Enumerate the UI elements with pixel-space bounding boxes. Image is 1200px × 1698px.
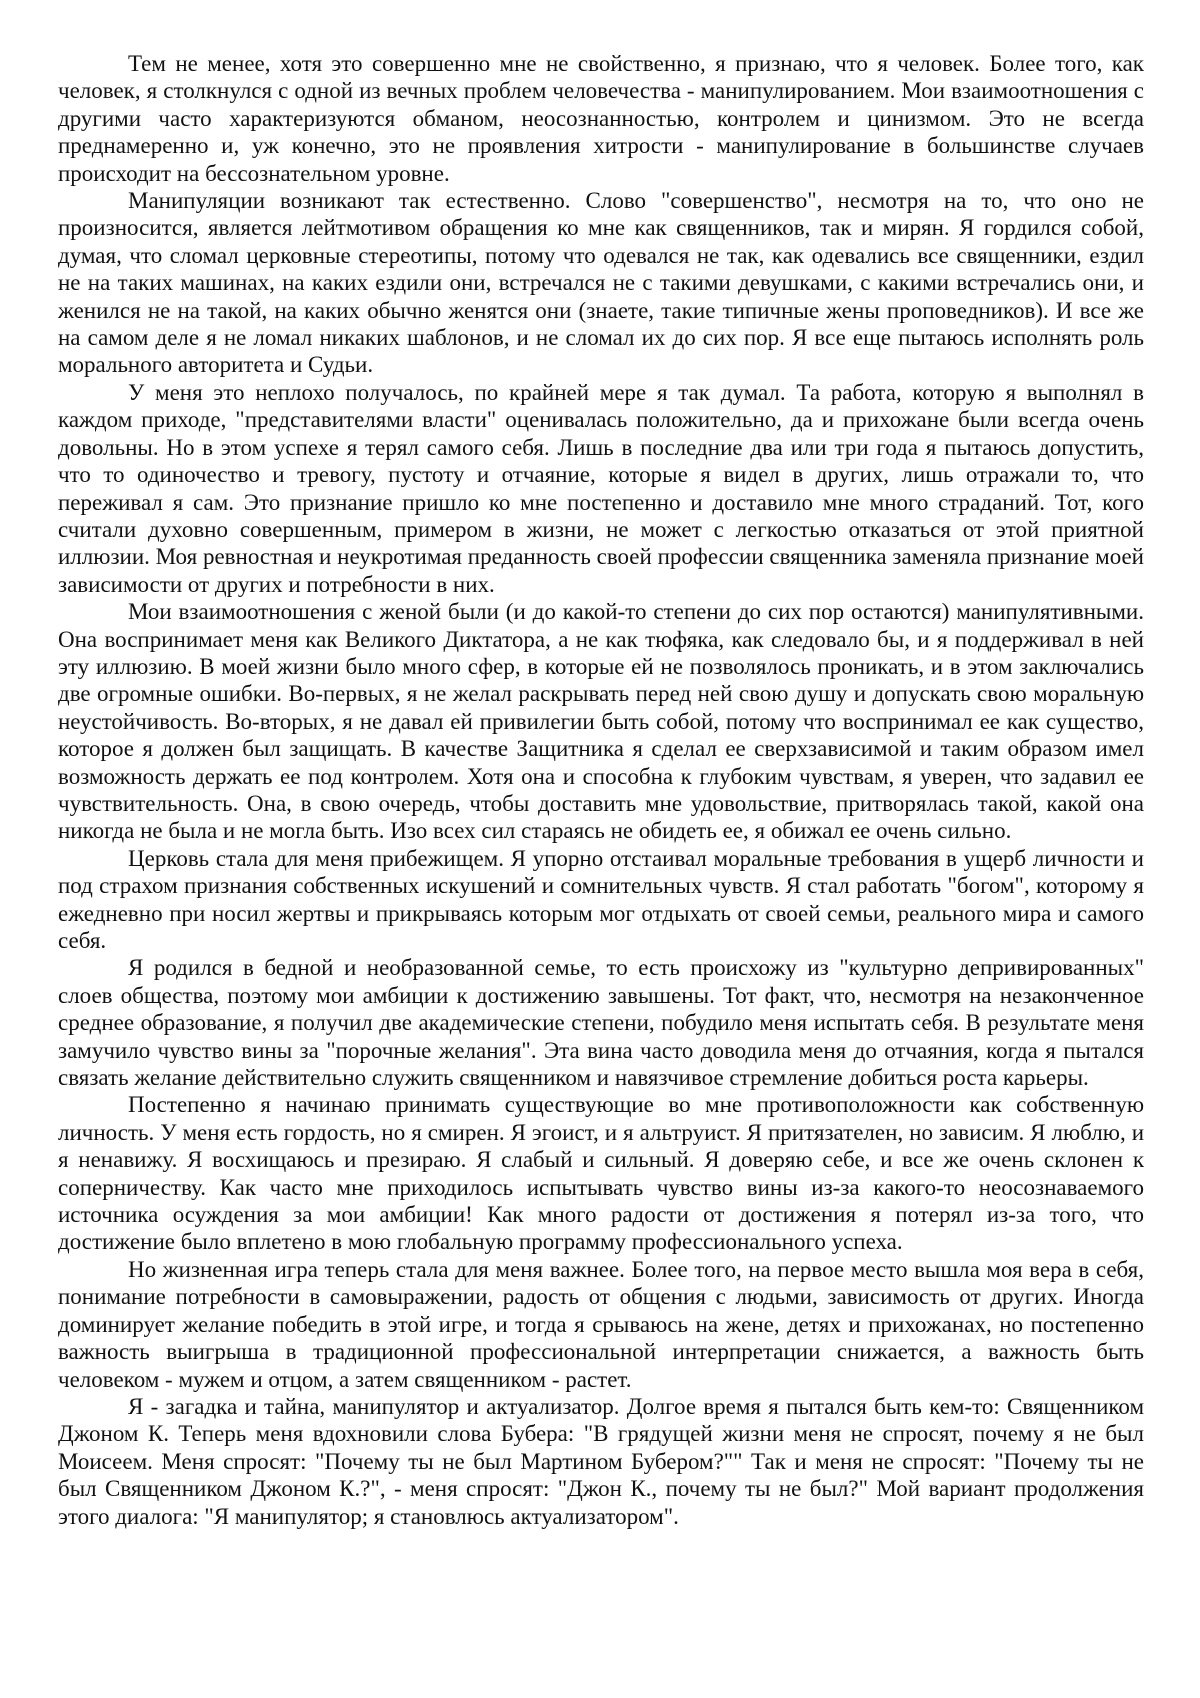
paragraph-4: Мои взаимоотношения с женой были (и до какой-то степени до сих пор остаются) манипулятивными. Она воспринимает меня как Великого Диктатора, а не как тюфяка, как следовало бы, и я поддерживал в ней эту иллюзию. В моей жизни было много сфер, в которые ей не позволялось проникать, и в этом заключались две огромные ошибки. Во-первых, я не желал раскрывать перед ней свою душу и допускать свою моральную неустойчивость. Во-вторых, я не давал ей привилегии быть собой, потому что воспринимал ее как существо, которое я должен был защищать. В качестве Защитника я сделал ее сверхзависимой и таким образом имел возможность держать ее под контролем. Хотя она и способна к глубоким чувствам, я уверен, что задавил ее чувствительность. Она, в свою очередь, чтобы доставить мне удовольствие, притворялась такой, какой она никогда не была и не могла быть. Изо всех сил стараясь не обидеть ее, я обижал ее очень сильно. [58, 599, 1144, 844]
paragraph-3: У меня это неплохо получалось, по крайней мере я так думал. Та работа, которую я выполнял в каждом приходе, "представителями власти" оценивалась положительно, да и прихожане были всегда очень довольны. Но в этом успехе я терял самого себя. Лишь в последние два или три года я пытаюсь допустить, что то одиночество и тревогу, пустоту и отчаяние, которые я видел в других, лишь отражали то, что переживал я сам. Это признание пришло ко мне постепенно и доставило мне много страданий. Тот, кого считали духовно совершенным, примером в жизни, не может с легкостью отказаться от этой приятной иллюзии. Моя ревностная и неукротимая преданность своей профессии священника заменяла признание моей зависимости от других и потребности в них. [58, 379, 1144, 597]
paragraph-5: Церковь стала для меня прибежищем. Я упорно отстаивал моральные требования в ущерб личности и под страхом признания собственных искушений и сомнительных чувств. Я стал работать "богом", которому я ежедневно при носил жертвы и прикрываясь которым мог отдыхать от своей семьи, реального мира и самого себя. [58, 845, 1144, 953]
paragraph-2: Манипуляции возникают так естественно. Слово "совершенство", несмотря на то, что оно не произносится, является лейтмотивом обращения ко мне как священников, так и мирян. Я гордился собой, думая, что сломал церковные стереотипы, потому что одевался не так, как одевались все священники, ездил не на таких машинах, на каких ездили они, встречался не с такими девушками, с какими встречались они, и женился не на такой, на каких обычно женятся они (знаете, такие типичные жены проповедников). И все же на самом деле я не ломал никаких шаблонов, и не сломал их до сих пор. Я все еще пытаюсь исполнять роль морального авторитета и Судьи. [58, 188, 1144, 378]
document-body [58, 50, 1144, 1530]
paragraph-1: Тем не менее, хотя это совершенно мне не свойственно, я признаю, что я человек. Более того, как человек, я столкнулся с одной из вечных проблем человечества - манипулированием. Мои взаимоотношения с другими часто характеризуются обманом, неосознанностью, контролем и цинизмом. Это не всегда преднамеренно и, уж конечно, это не проявления хитрости - манипулирование в большинстве случаев происходит на бессознательном уровне. [58, 51, 1144, 186]
paragraph-6: Я родился в бедной и необразованной семье, то есть происхожу из "культурно депривированных" слоев общества, поэтому мои амбиции к достижению завышены. Тот факт, что, несмотря на незаконченное среднее образование, я получил две академические степени, побудило меня испытать себя. В результате меня замучило чувство вины за "порочные желания". Эта вина часто доводила меня до отчаяния, когда я пытался связать желание действительно служить священником и навязчивое стремление добиться роста карьеры. [58, 955, 1144, 1091]
paragraph-8: Но жизненная игра теперь стала для меня важнее. Более того, на первое место вышла моя вера в себя, понимание потребности в самовыражении, радость от общения с людьми, зависимость от других. Иногда доминирует желание победить в этой игре, и тогда я срываюсь на жене, детях и прихожанах, но постепенно важность выигрыша в традиционной профессиональной интерпретации снижается, а важность быть человеком - мужем и отцом, а затем священником - растет. [58, 1256, 1144, 1392]
paragraph-9: Я - загадка и тайна, манипулятор и актуализатор. Долгое время я пытался быть кем-то: Священником Джоном К. Теперь меня вдохновили слова Бубера: "В грядущей жизни меня не спросят, почему я не был Моисеем. Меня спросят: "Почему ты не был Мартином Бубером?"" Так и меня не спросят: "Почему ты не был Священником Джоном К.?", - меня спросят: "Джон К., почему ты не был?" Мой вариант продолжения этого диалога: "Я манипулятор; я становлюсь актуализатором". [58, 1393, 1144, 1529]
paragraph-7: Постепенно я начинаю принимать существующие во мне противоположности как собственную личность. У меня есть гордость, но я смирен. Я эгоист, и я альтруист. Я притязателен, но зависим. Я люблю, и я ненавижу. Я восхищаюсь и презираю. Я слабый и сильный. Я доверяю себе, и все же очень склонен к соперничеству. Как часто мне приходилось испытывать чувство вины из-за какого-то неосознаваемого источника осуждения за мои амбиции! Как много радости от достижения я потерял из-за того, что достижение было вплетено в мою глобальную программу профессионального успеха. [58, 1092, 1144, 1255]
